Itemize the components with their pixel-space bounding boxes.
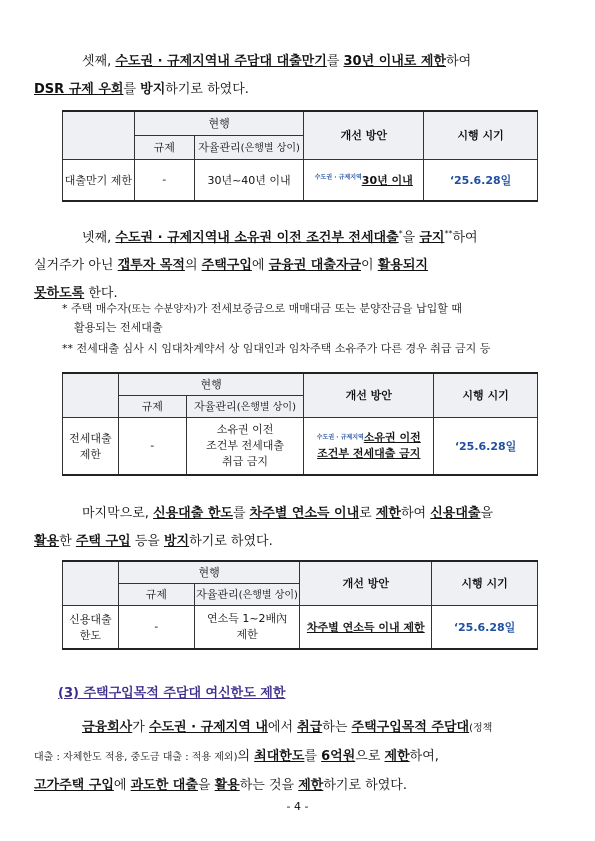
cell-self: 30년~40년 이내	[194, 159, 304, 201]
paragraph-last: 마지막으로, 신용대출 한도를 차주별 연소득 이내로 제한하여 신용대출을 활용한 주택 구입 등을 방지하기로 하였다.	[34, 506, 494, 549]
footnote-2: ** 전세대출 심사 시 임대차계약서 상 임대인과 임차주택 소유주가 다른 경우 취급 금지 등	[62, 342, 491, 355]
text: 하여	[446, 54, 472, 69]
header-time: 시행 시기	[424, 111, 538, 159]
text: 하기로 하였다.	[165, 82, 249, 97]
header-self: 자율관리(은행별 상이)	[194, 135, 304, 159]
row-label: 신용대출 한도	[63, 605, 119, 649]
header-empty	[63, 111, 135, 159]
cell-self: 연소득 1~2배內 제한	[194, 605, 300, 649]
cell-plan: $^{수도권 \cdot 규제지역}$30년 이내	[304, 159, 424, 201]
paragraph-fourth: 넷째, 수도권 · 규제지역내 소유권 이전 조건부 전세대출*을 금지**하여 실거주가 아닌 갭투자 목적의 주택구입에 금융권 대출자금이 활용되지 못하도록 한다.	[34, 229, 478, 302]
row-label: 대출만기 제한	[63, 159, 135, 201]
text: 셋째,	[82, 54, 116, 69]
section-heading: (3) 주택구입목적 주담대 여신한도 제한	[58, 686, 286, 701]
cell-reg: -	[134, 159, 194, 201]
paragraph-third	[34, 48, 540, 104]
emphasis: 방지	[140, 82, 166, 97]
page-number: - 4 -	[286, 800, 309, 813]
paragraph-section3: 금융회사가 수도권 · 규제지역 내에서 취급하는 주택구입목적 주담대(정책 대출 : 자체한도 적용, 중도금 대출 : 적용 제외)의 최대한도를 6억원으로 제한하여, 고가주택 구입에 과도한 대출을 활용하는 것을 제한하기로 하였다.	[34, 720, 493, 793]
cell-plan: $^{수도권 \cdot 규제지역}$소유권 이전 조건부 전세대출 금지	[304, 417, 434, 475]
footnote-1: * 주택 매수자(또는 수분양자)가 전세보증금으로 매매대금 또는 분양잔금을 납입할 때 활용되는 전세대출	[62, 302, 462, 334]
header-current: 현행	[134, 111, 304, 135]
table-loan-term	[62, 110, 538, 202]
table-jeonse: 현행 개선 방안 시행 시기 규제 자율관리(은행별 상이) 전세대출 제한 - 소유권 이전 조건부 전세대출 취급 금지 $^{수도권 \cdot 규제지역}$소유권 이전 조건부 전세대출 금지 ‘25.6.28일	[62, 372, 538, 476]
emphasis: DSR 규제 우회	[34, 82, 124, 97]
header-reg: 규제	[134, 135, 194, 159]
cell-time: ‘25.6.28일	[424, 159, 538, 201]
table-credit: 현행 개선 방안 시행 시기 규제 자율관리(은행별 상이) 신용대출 한도 - 연소득 1~2배內 제한 차주별 연소득 이내 제한 ‘25.6.28일	[62, 560, 538, 650]
text: 를	[326, 54, 344, 69]
header-plan: 개선 방안	[304, 111, 424, 159]
cell-self: 소유권 이전 조건부 전세대출 취급 금지	[186, 417, 304, 475]
emphasis: 30년 이내로 제한	[343, 54, 447, 69]
text: 를	[123, 82, 141, 97]
row-label: 전세대출 제한	[63, 417, 119, 475]
emphasis: 수도권 · 규제지역내 주담대 대출만기	[115, 54, 327, 69]
cell-plan: 차주별 연소득 이내 제한	[300, 605, 432, 649]
